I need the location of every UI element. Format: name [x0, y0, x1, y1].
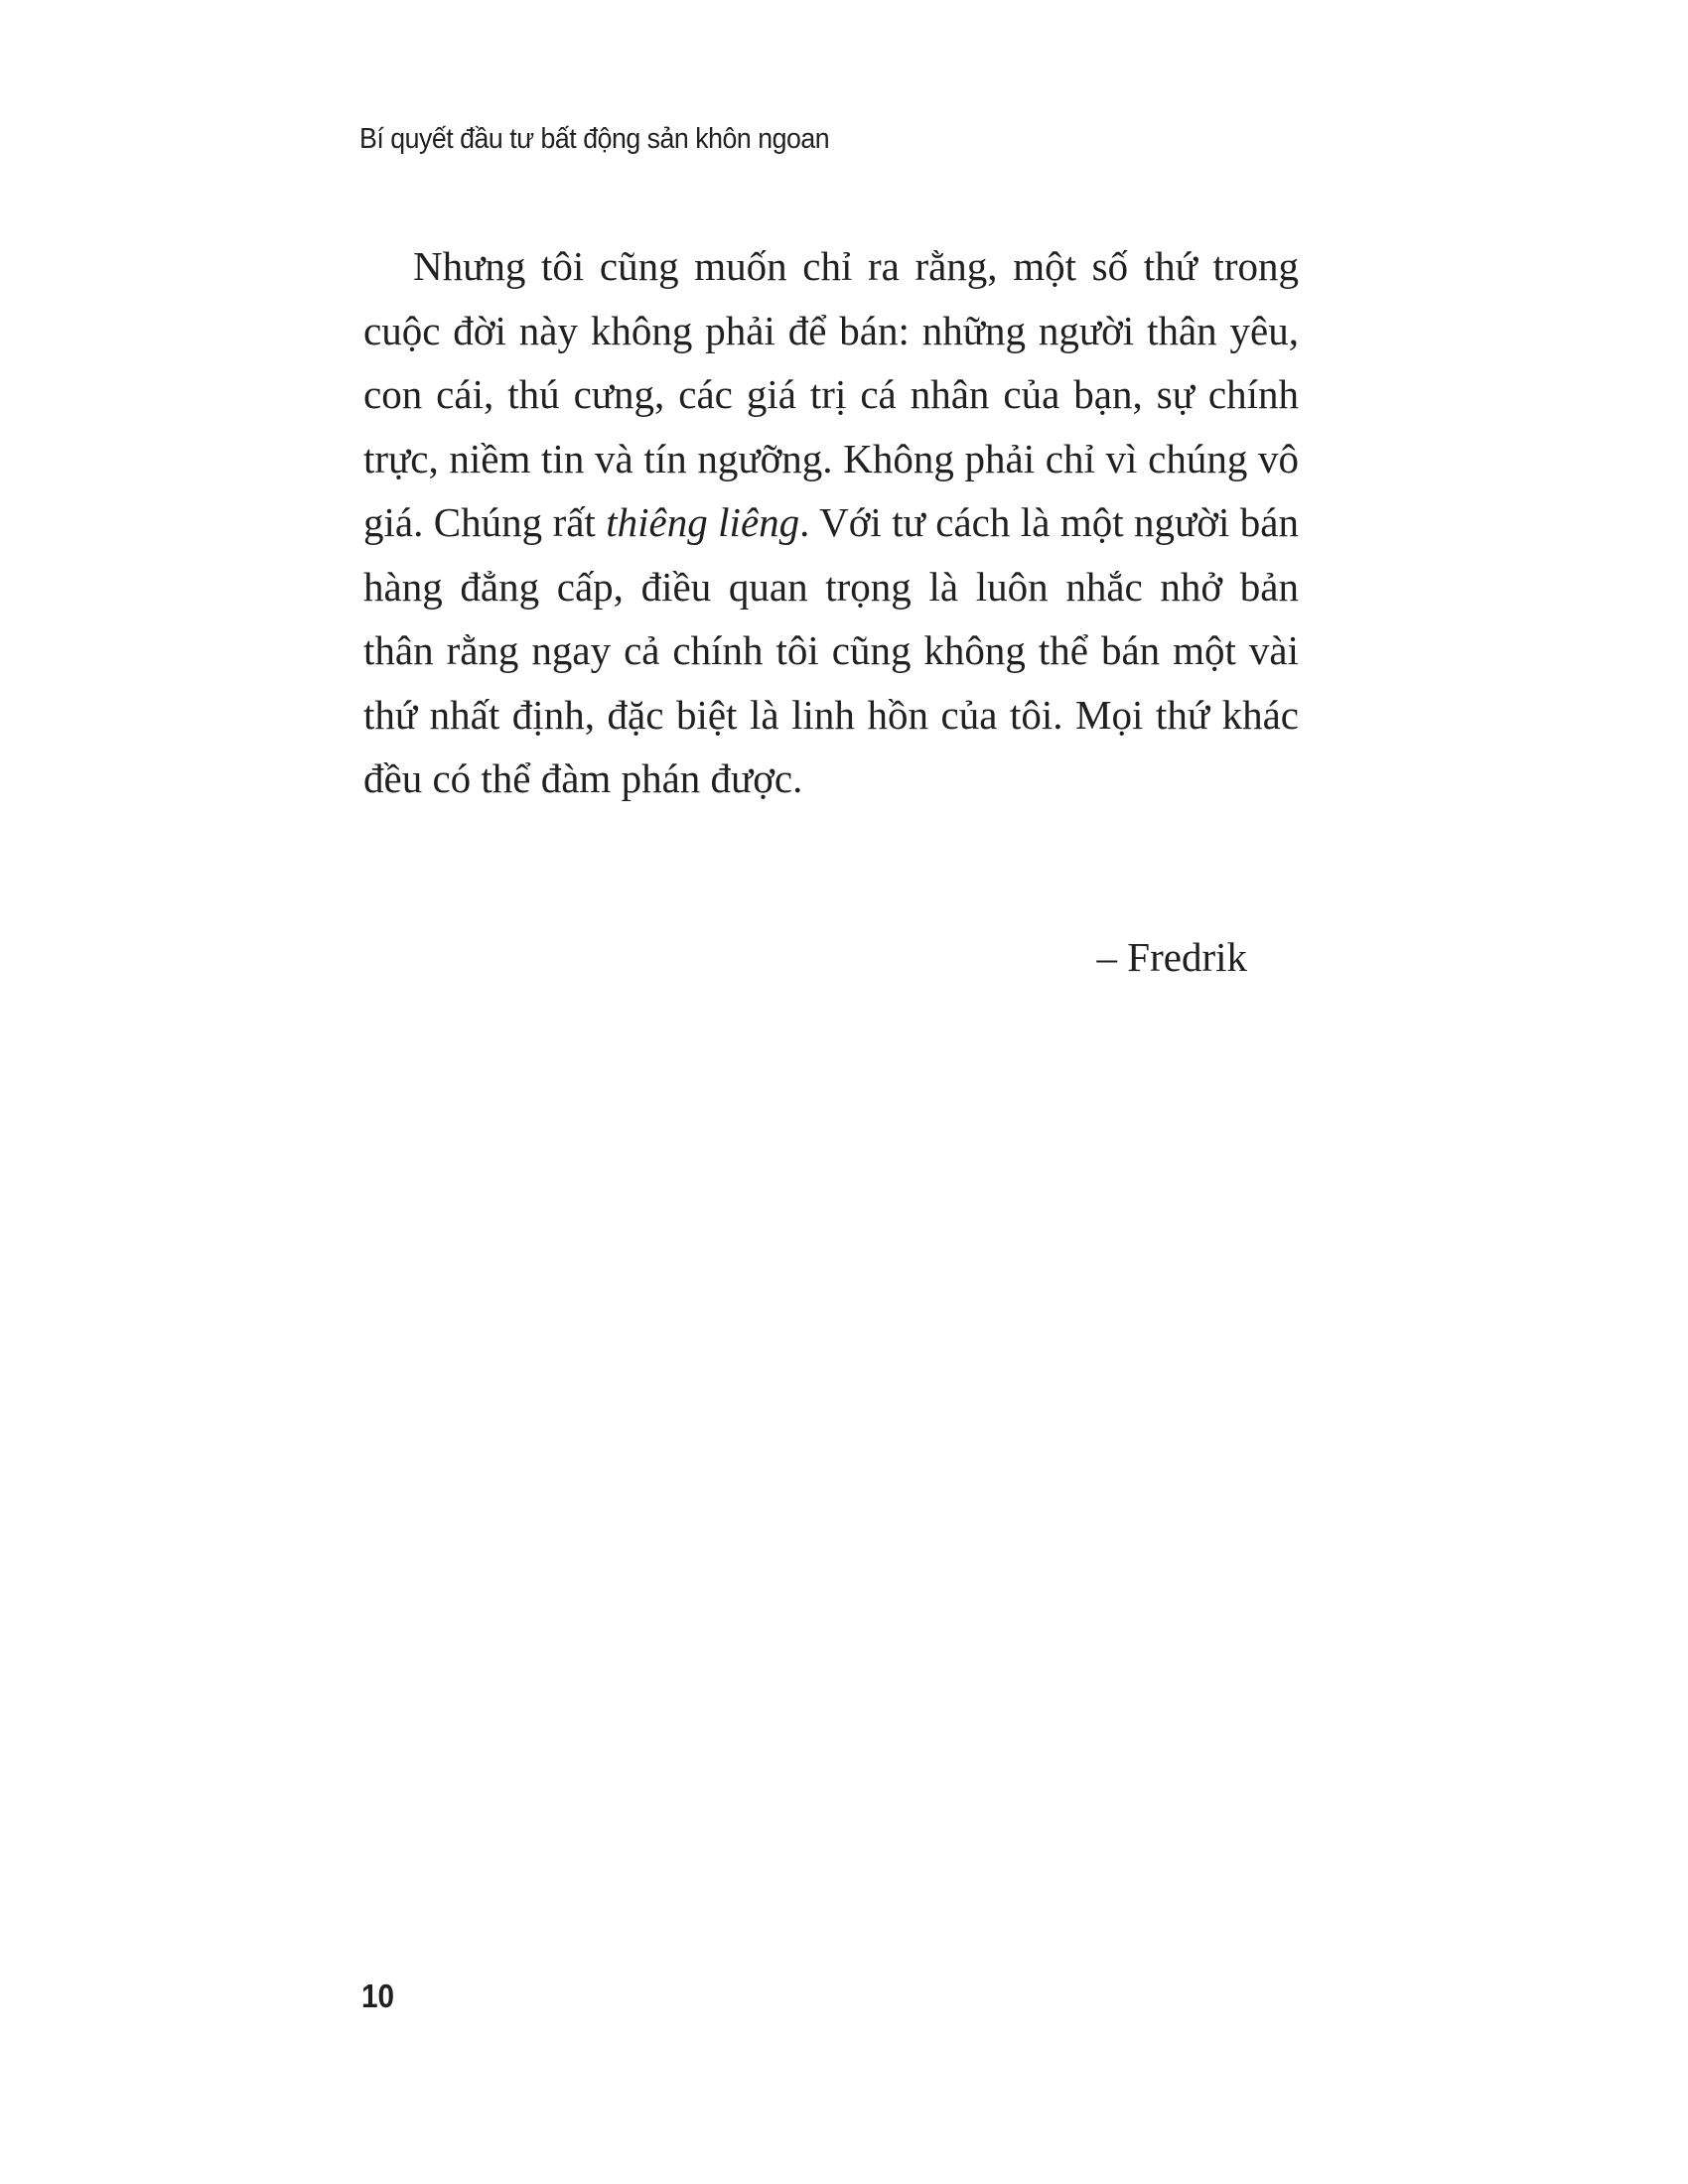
- author-signature: – Fredrik: [1096, 934, 1247, 980]
- paragraph-text-start: Nhưng tôi cũng muốn chỉ ra rằng, một số thứ trong cuộc đời này không phải để bán: những người thân yêu, con cái, thú cưng, các giá trị cá nhân của bạn, sự chính trực, niềm tin và tín ngưỡng. Không phải chỉ vì chúng vô giá. Chúng rất: [363, 243, 1299, 545]
- body-paragraph: [363, 234, 1299, 811]
- page-number: 10: [361, 1978, 395, 2014]
- running-header: Bí quyết đầu tư bất động sản khôn ngoan: [359, 123, 830, 155]
- paragraph-emphasis: thiêng liêng: [606, 499, 800, 545]
- paragraph-text-end: . Với tư cách là một người bán hàng đẳng cấp, điều quan trọng là luôn nhắc nhở bản thân rằng ngay cả chính tôi cũng không thể bán một vài thứ nhất định, đặc biệt là linh hồn của tôi. Mọi thứ khác đều có thể đàm phán được.: [363, 499, 1299, 801]
